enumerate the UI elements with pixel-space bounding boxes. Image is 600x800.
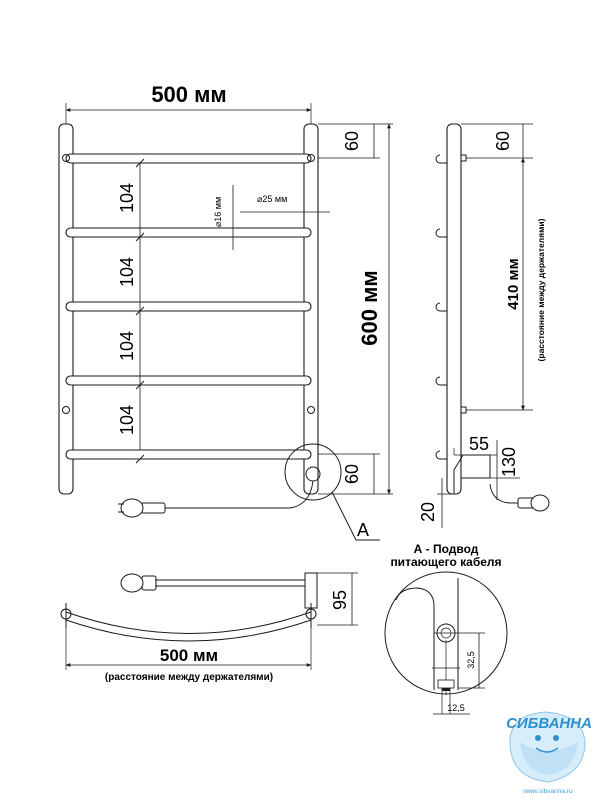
front-bottom-offset: 60	[342, 463, 362, 485]
spacing-2: 104	[117, 256, 137, 288]
top-depth: 95	[330, 589, 350, 611]
callout-a: A	[357, 520, 370, 540]
side-view	[418, 124, 549, 528]
side-depth: 55	[469, 434, 490, 454]
detail-dim-horizontal: 12,5	[447, 703, 465, 713]
spacing-1: 104	[117, 182, 137, 214]
front-width-label: 500 мм	[151, 82, 227, 107]
side-cable	[490, 484, 518, 503]
side-top-offset: 60	[493, 130, 513, 152]
side-bottom-20: 20	[418, 501, 438, 523]
top-plug-icon	[121, 574, 156, 592]
logo-url: www.sibvanna.ru	[523, 788, 573, 795]
top-width-label: 500 мм	[159, 646, 219, 665]
detail-title-2: питающего кабеля	[390, 555, 502, 569]
spacing-3: 104	[117, 330, 137, 362]
front-top-offset: 60	[342, 130, 362, 152]
side-bar-ends	[436, 155, 447, 459]
side-pipe	[447, 124, 461, 494]
holder-distance: 410 мм	[505, 258, 522, 310]
detail-title-1: А - Подвод	[413, 542, 479, 556]
plug-icon	[118, 499, 165, 517]
front-height-label: 600 мм	[357, 270, 382, 346]
side-height-130: 130	[499, 446, 519, 478]
top-width-note: (расстояние между держателями)	[104, 672, 274, 683]
logo-brand: СИБВАННА	[506, 715, 592, 732]
side-plug-icon	[518, 495, 549, 511]
holder-distance-note: (расстояние между держателями)	[536, 218, 546, 362]
top-bracket	[305, 573, 317, 608]
tube-diameter-label: ⌀16 мм	[213, 196, 223, 228]
spacing-4: 104	[117, 404, 137, 436]
sibvanna-logo	[506, 712, 592, 795]
detail-a	[385, 542, 507, 714]
pipe-diameter-label: ⌀25 мм	[257, 194, 288, 204]
front-view	[59, 82, 393, 540]
detail-dim-vertical: 32,5	[466, 651, 476, 669]
top-view	[61, 573, 358, 683]
power-cable	[165, 481, 313, 508]
